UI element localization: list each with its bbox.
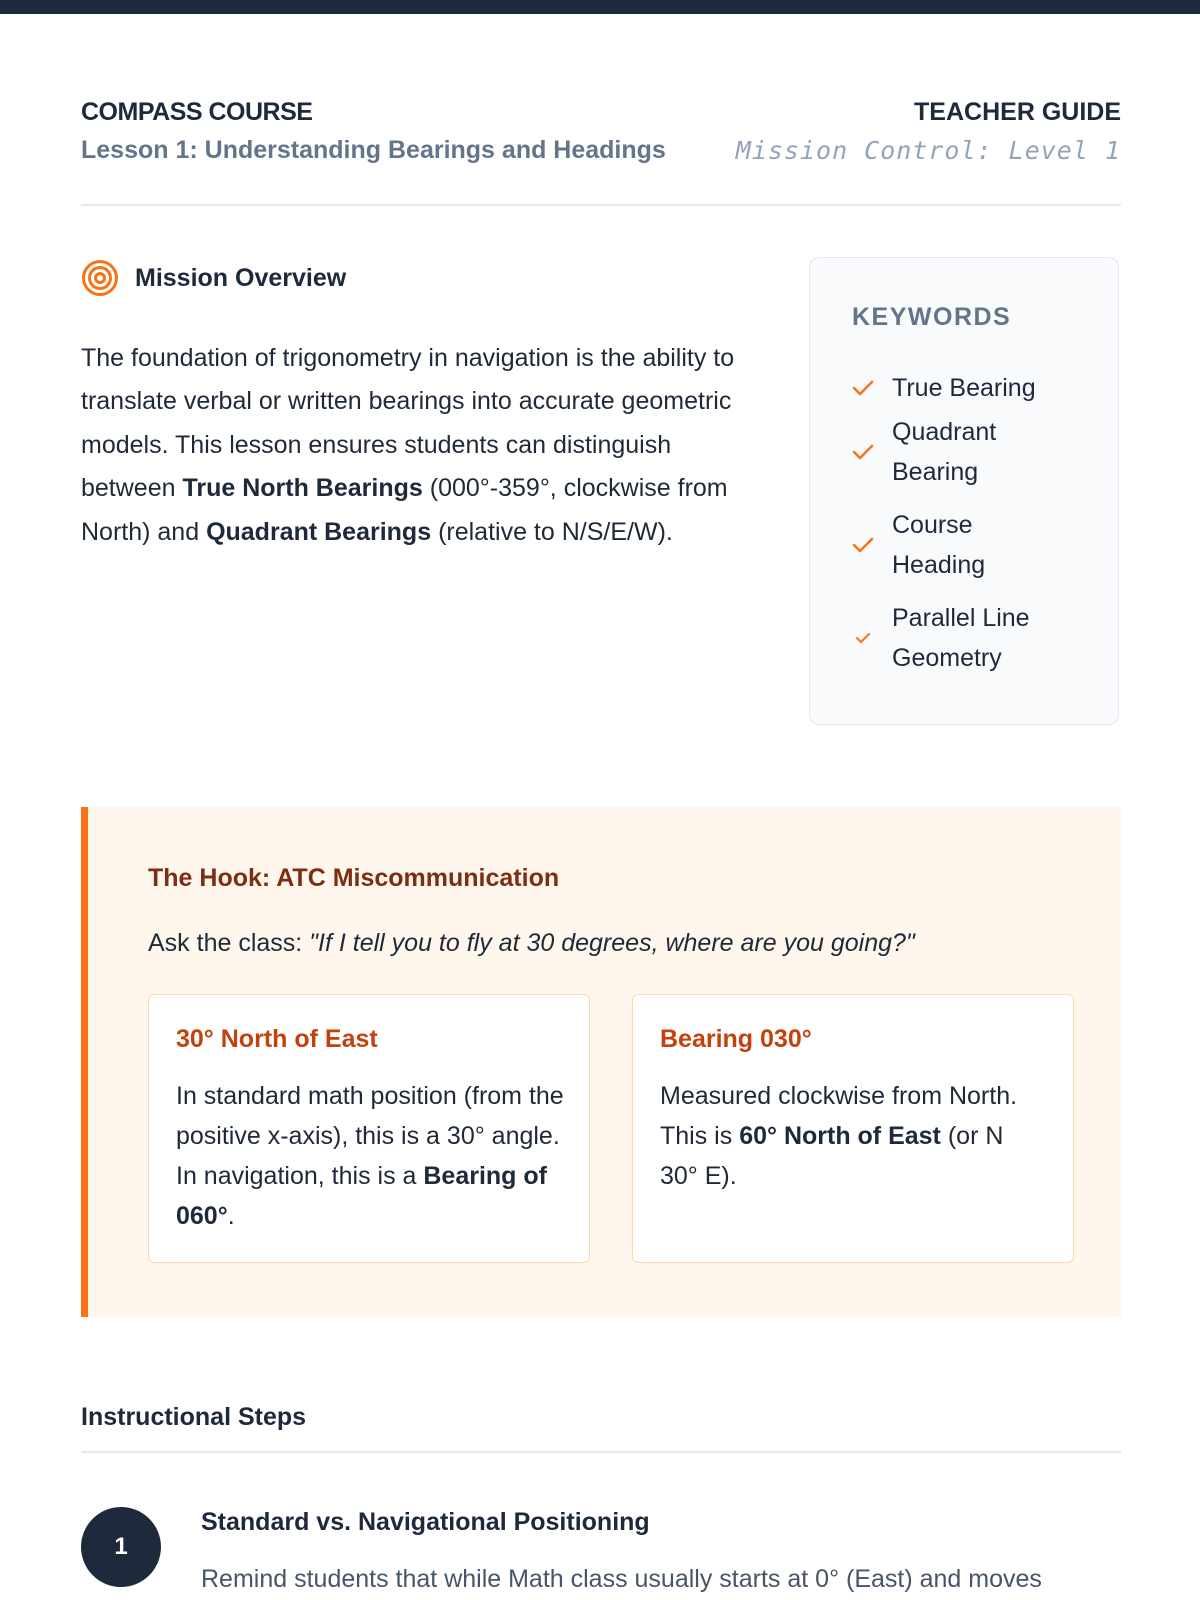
hook-card-north-of-east — [148, 994, 590, 1263]
page-header — [81, 96, 1121, 206]
steps-section-header — [81, 1399, 1121, 1453]
check-icon — [852, 368, 874, 408]
hook-question — [148, 929, 915, 958]
keyword-item — [852, 598, 1062, 678]
overview-text-part: (relative to N/S/E/W). — [431, 517, 673, 546]
true-north-term: True North Bearings — [182, 474, 423, 503]
overview-text-part: (000°-359°, clockwise from North) and — [81, 474, 728, 546]
ask-prefix: Ask the class: — [148, 929, 310, 957]
keyword-item — [852, 412, 1022, 492]
card-text-part: (or N 30° E). — [660, 1122, 1004, 1190]
steps-title: Instructional Steps — [81, 1403, 307, 1431]
step-title: Standard vs. Navigational Positioning — [201, 1508, 650, 1536]
overview-heading — [81, 258, 346, 298]
guide-label: TEACHER GUIDE — [914, 98, 1121, 126]
keyword-label: Course Heading — [892, 511, 986, 579]
keyword-label: Quadrant Bearing — [892, 418, 997, 486]
keywords-panel — [809, 257, 1119, 725]
hook-callout — [81, 807, 1121, 1317]
check-icon — [852, 525, 874, 565]
card-emphasis: Bearing of 060° — [176, 1162, 547, 1230]
step-number-badge: 1 — [81, 1507, 161, 1587]
card-emphasis: 60° North of East — [739, 1122, 941, 1150]
keyword-item — [852, 368, 1092, 408]
card-title: 30° North of East — [176, 1025, 378, 1053]
check-icon — [852, 618, 874, 658]
card-body — [660, 1076, 1030, 1196]
lesson-title: Lesson 1: Understanding Bearings and Headings — [81, 136, 666, 164]
mission-level: Mission Control: Level 1 — [735, 136, 1121, 165]
check-icon — [852, 432, 874, 472]
keyword-label: True Bearing — [892, 374, 1036, 402]
card-text-part: Measured clockwise from North. This is — [660, 1082, 1018, 1150]
step-text: Remind students that while Math class usually starts at 0° (East) and moves — [201, 1565, 1042, 1593]
overview-text — [81, 337, 771, 554]
quadrant-term: Quadrant Bearings — [206, 517, 432, 546]
card-text-part: In standard math position (from the positive x-axis), this is a 30° angle. In navigation, this is a — [176, 1082, 564, 1190]
card-text-part: . — [227, 1202, 235, 1230]
keyword-label: Parallel Line Geometry — [892, 604, 1030, 672]
keyword-item — [852, 505, 1002, 585]
course-brand: COMPASS COURSE — [81, 98, 313, 126]
ask-quote: "If I tell you to fly at 30 degrees, where are you going?" — [309, 929, 915, 957]
overview-title: Mission Overview — [135, 263, 347, 292]
card-body — [176, 1076, 568, 1236]
keywords-title: KEYWORDS — [852, 303, 1012, 331]
hook-card-bearing — [632, 994, 1074, 1263]
card-title: Bearing 030° — [660, 1025, 812, 1053]
hook-title: The Hook: ATC Miscommunication — [148, 864, 560, 892]
target-icon — [81, 259, 119, 297]
top-bar — [0, 0, 1200, 14]
overview-text-part: The foundation of trigonometry in navigation is the ability to translate verbal or written bearings into accurate geometric models. This lesson ensures students can distinguish between — [81, 344, 735, 503]
